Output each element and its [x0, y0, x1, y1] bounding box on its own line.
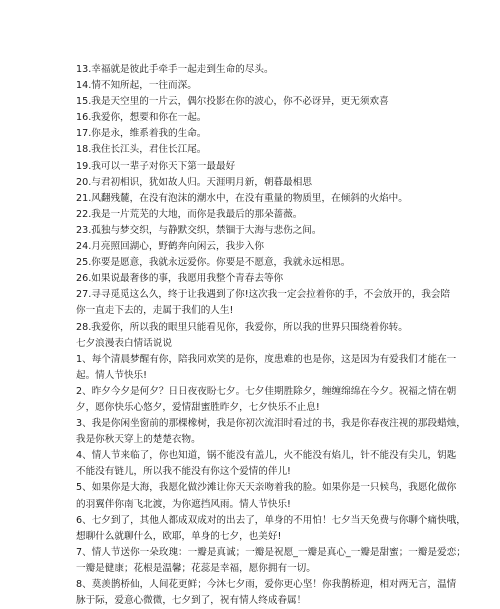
text-line: 我是你秋天穿上的楚楚衣物。	[76, 434, 201, 446]
text-line: 不能没有链儿，所以我不能没有你这个爱情的伴儿!	[76, 466, 291, 478]
text-line: 5、如果你是大海，我愿化做沙滩让你天天亲吻着我的脸。如果你是一只候鸟，我愿化做你	[76, 482, 457, 494]
text-line: 14.情不知所起，一往而深。	[76, 80, 197, 92]
text-line: 23.孤独与梦交织，与静默交织，禁锢于大海与悲伤之间。	[76, 224, 322, 236]
text-line: 22.我是一片荒芜的大地，而你是我最后的那朵蔷薇。	[76, 208, 303, 220]
text-line: 26.如果说最奢侈的事，我愿用我整个青春去等你	[76, 273, 284, 285]
text-line: 24.月亮照回湖心，野鹤奔向闲云，我步入你	[76, 241, 264, 253]
text-line: 起。情人节快乐!	[76, 369, 148, 381]
text-line: 20.与君初相识，犹如故人归。天涯明月新，朝暮最相思	[76, 176, 312, 188]
text-line: 15.我是天空里的一片云，偶尔投影在你的波心，你不必讶异，更无须欢喜	[76, 96, 389, 108]
text-line: 21.风翻残麓，在没有泡沫的潮水中，在没有重量的物质里，在倾斜的火焰中。	[76, 192, 408, 204]
text-line: 2、昨夕今夕是何夕？日日夜夜盼七夕。七夕佳期胜除夕，缠缠绵绵在今夕。祝福之情在朝	[76, 385, 457, 397]
text-line: 脉于际，爱意心微微，七夕到了，祝有情人终成眷属！	[76, 595, 307, 607]
text-line: 28.我爱你，所以我的眼里只能看见你，我爱你，所以我的世界只围绕着你转。	[76, 321, 408, 333]
text-line: 的羽翼伴你南飞北渡，为你遮挡风雨。情人节快乐!	[76, 498, 291, 510]
text-line: 13.幸福就是彼此手牵手一起走到生命的尽头。	[76, 64, 274, 75]
text-line: 8、莫羡鹊桥仙，人间花更鲜；今沐七夕雨，爱你更心坚！你我鹊桥迎，相对两无言，温情	[76, 579, 457, 590]
text-line: 19.我可以一辈子对你天下第一最最好	[76, 160, 236, 172]
text-line: 18.我住长江头，君住长江尾。	[76, 144, 207, 156]
text-line: 你一直走下去的，走属于我们的人生!	[76, 305, 234, 317]
text-line: 25.你要是愿意，我就永远爱你。你要是不愿意，我就永远相思。	[76, 257, 351, 269]
text-line: 7、情人节送你一朵玫瑰：一瓣是真诚；一瓣是祝愿_一瓣是真心_一瓣是甜蜜；一瓣是爱恋；	[76, 546, 466, 558]
text-line: 3、我是你闲坐窗前的那棵橡树，我是你初次流泪时看过的书，我是你春夜注视的那段蜡烛，	[76, 418, 466, 430]
text-line: 1、每个清晨梦醒有你，陪我同欢笑的是你，度患难的也是你，这是因为有爱我们才能在一	[76, 353, 457, 365]
text-line: 27.寻寻觅觅这么久，终于让我遇到了你!这次我一定会拉着你的手，不会放开的，我会陪	[76, 289, 451, 301]
section-heading: 七夕浪漫表白情话说说	[76, 337, 172, 349]
text-line: 想聊什么就聊什么，欧耶，单身的七夕，也美好!	[76, 530, 282, 542]
document-body	[76, 62, 486, 609]
text-line: 17.你是永，维系着我的生命。	[76, 128, 207, 140]
text-line: 4、情人节来临了，你也知道，锅不能没有盖儿，火不能没有焰儿，针不能没有尖儿，钥匙	[76, 450, 457, 462]
text-line: 一瓣是健康；花根是温馨；花蕊是幸福，愿你拥有一切。	[76, 562, 316, 574]
text-line: 6、七夕到了，其他人都成双成对的出去了，单身的不用怕！七夕当天免费与你聊个痛快哦，	[76, 514, 466, 526]
text-line: 夕，愿你快乐心悠夕，爱情甜蜜胜昨夕，七夕快乐不止息!	[76, 401, 320, 413]
text-line: 16.我爱你，想要和你在一起。	[76, 112, 207, 124]
